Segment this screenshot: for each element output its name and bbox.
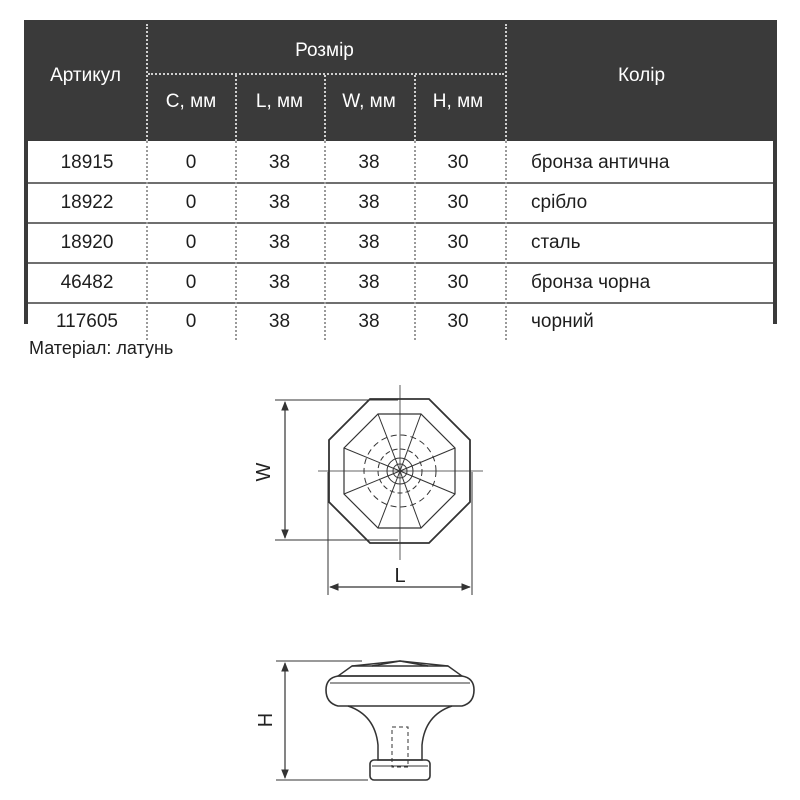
cell-h: 30 (447, 311, 469, 332)
header-size-group: Розмір (295, 40, 354, 61)
cell-c: 0 (185, 311, 197, 332)
cell-w: 38 (358, 232, 380, 253)
header-w: W, мм (342, 91, 396, 112)
header-article: Артикул (50, 65, 121, 86)
cell-c: 0 (185, 232, 197, 253)
label-l: L (394, 565, 406, 587)
cell-w: 38 (358, 152, 380, 173)
cell-w: 38 (358, 272, 380, 293)
cell-color: бронза антична (531, 152, 670, 173)
cell-h: 30 (447, 232, 469, 253)
cell-h: 30 (447, 272, 469, 293)
cell-l: 38 (268, 232, 291, 253)
cell-article: 18922 (60, 192, 114, 213)
knob-side-view (276, 661, 474, 780)
cell-l: 38 (268, 311, 291, 332)
label-h: H (255, 712, 277, 728)
knob-top-view (275, 385, 483, 595)
cell-article: 117605 (56, 311, 118, 332)
cell-l: 38 (268, 192, 291, 213)
cell-l: 38 (268, 152, 291, 173)
header-c: C, мм (165, 91, 217, 112)
cell-w: 38 (358, 311, 380, 332)
header-h: H, мм (432, 91, 484, 112)
header-l: L, мм (255, 91, 304, 112)
cell-h: 30 (447, 152, 469, 173)
material-note: Матеріал: латунь (29, 338, 174, 358)
cell-color: сталь (531, 232, 581, 253)
cell-article: 18915 (60, 152, 114, 173)
cell-c: 0 (185, 192, 197, 213)
cell-color: бронза чорна (531, 272, 651, 293)
cell-color: чорний (531, 311, 594, 332)
cell-c: 0 (185, 272, 197, 293)
cell-article: 18920 (60, 232, 114, 253)
header-color: Колір (617, 65, 666, 86)
cell-w: 38 (358, 192, 380, 213)
label-w: W (253, 462, 275, 482)
cell-l: 38 (268, 272, 291, 293)
cell-article: 46482 (60, 272, 114, 293)
cell-color: срібло (531, 192, 588, 213)
cell-c: 0 (185, 152, 197, 173)
cell-h: 30 (447, 192, 469, 213)
